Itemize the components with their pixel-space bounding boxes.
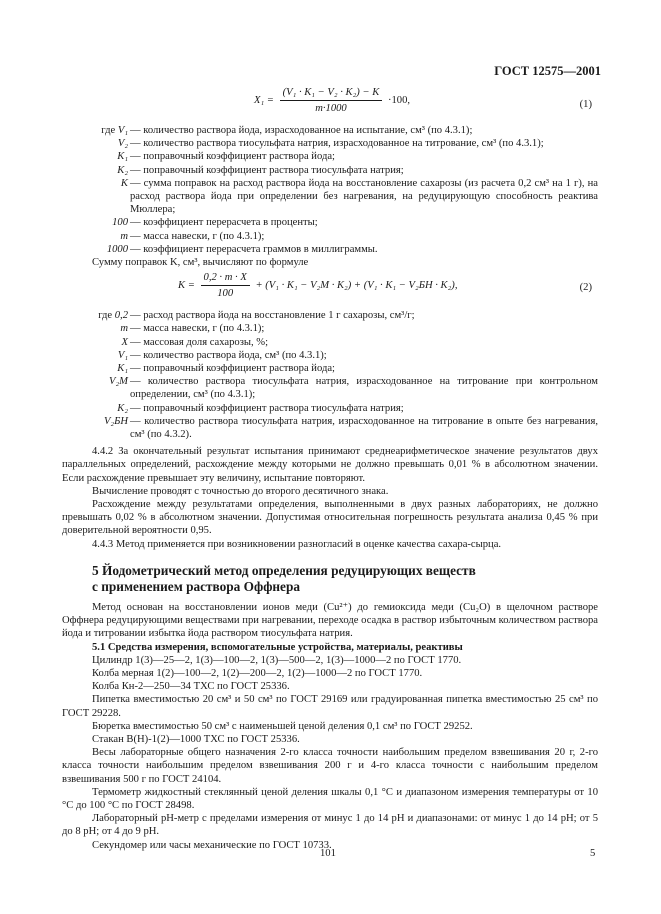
definition-text: — количество раствора йода, см³ (по 4.3.1); [130,349,327,361]
equipment-item: Весы лабораторные общего назначения 2-го класса точности наибольшим пределом взвешивания 20 г, 2-го класса точности наибольшим пределом взвешивания 200 г и 4-го класса точности с наибольшим пределом взвешивания 500 г по ГОСТ 24104. [62,747,598,785]
definition-symbol-text: K₁ [117,363,128,375]
definition-row [62,322,598,335]
page-number-center: 101 [320,848,336,859]
page-content [62,86,598,852]
definition-symbol-text: K₁ [117,151,128,163]
definition-symbol-text: V₂БН [103,415,128,427]
page-number-right: 5 [590,848,596,859]
definition-symbol [62,362,128,375]
definition-symbol [62,164,128,177]
equipment-item: Термометр жидкостный стеклянный ценой деления шкалы 0,1 °С и диапазоном измерения температуры от 10 °С до 100 °С по ГОСТ 28498. [62,786,598,811]
definition-symbol [62,336,128,349]
section-5-intro: Метод основан на восстановлении ионов меди (Cu²⁺) до гемиоксида меди (Cu₂O) в щелочном растворе Оффнера редуцирующими веществами при нагревании, переходе осадка в раствор избыточным количеством раствора йода и титровании избытка йода раствором тиосульфата натрия. [62,601,598,640]
definition-symbol [62,349,128,362]
section-5-title-line-2: с применением раствора Оффнера [92,578,301,594]
definition-symbol [62,137,128,150]
definition-row [62,137,598,150]
definition-symbol-text: K₂ [117,402,128,414]
definition-symbol-text: K [120,177,128,189]
definition-text: — масса навески, г (по 4.3.1); [130,230,265,242]
formula-1-numerator: (V₁ · K₁ − V₂ · K₂) − K [280,86,383,101]
definition-row [62,150,598,163]
section-5-title [92,563,598,595]
definition-symbol-text: m [120,323,128,335]
equipment-item: Пипетка вместимостью 20 см³ и 50 см³ по ГОСТ 29169 или градуированная пипетка вместимостью 25 см³ по ГОСТ 29228. [62,694,598,719]
definition-symbol [62,216,128,229]
definition-symbol [62,177,128,217]
formula-2-number: (2) [579,282,592,294]
paragraph: 4.4.3 Метод применяется при возникновении разногласий в оценке качества сахара-сырца. [92,538,502,550]
definition-symbol-text: m [120,230,128,242]
equipment-item: Стакан В(Н)-1(2)—1000 ТХС по ГОСТ 25336. [92,733,300,745]
definition-prefix: где [101,125,118,136]
formula-2-numerator: 0,2 · m · X [201,271,250,286]
definition-row [62,177,598,217]
formula-1 [62,86,598,124]
definition-row [62,349,598,362]
paragraph: Вычисление проводят с точностью до второго десятичного знака. [92,485,389,497]
equipment-list [62,654,598,852]
definition-row [62,362,598,375]
definition-symbol [62,375,128,401]
subsection-5-1-title: 5.1 Средства измерения, вспомогательные устройства, материалы, реактивы [92,641,463,653]
definition-symbol [62,415,128,441]
definition-row [62,124,598,137]
formula-2-tail: + (V₁ · K₁ − V₂М · K₂) + (V₁ · K₁ − V₂БН · K₂), [255,280,458,292]
formula-1-lhs: X₁ = [254,95,274,107]
definition-text: — поправочный коэффициент раствора йода; [130,151,336,163]
paragraph: Расхождение между результатами определения, выполненными в двух разных лабораториях, не должно превышать 0,02 % в абсолютном значении. Допустимая относительная погрешность результата анализа 0,45 % при доверительной вероятности 0,95. [62,499,598,537]
section-5-title-line-1: 5 Йодометрический метод определения редуцирующих веществ [92,562,476,578]
paragraphs-block [62,445,598,551]
definition-symbol [62,150,128,163]
equipment-item: Лабораторный рН-метр с пределами измерения от минус 1 до 14 рН и диапазонами: от минус 1 до 14 рН; от 5 до 8 рН; от 4 до 9 рН. [62,813,598,838]
definition-row [62,230,598,243]
definition-symbol [62,230,128,243]
formula-1-number: (1) [579,99,592,110]
definition-symbol [62,124,128,137]
definition-text: — массовая доля сахарозы, %; [130,336,269,348]
equipment-item: Бюретка вместимостью 50 см³ с наименьшей ценой деления 0,1 см³ по ГОСТ 29252. [92,720,473,732]
definition-symbol-text: K₂ [117,164,128,176]
equipment-item: Колба мерная 1(2)—100—2, 1(2)—200—2, 1(2)—1000—2 по ГОСТ 1770. [92,667,423,679]
definition-symbol [62,243,128,256]
formula-2-lhs: K = [178,280,195,292]
definition-text: — количество раствора тиосульфата натрия, израсходованное на титрование при контрольном определении, см³ (по 4.3.1); [130,376,598,401]
definition-row [62,336,598,349]
definition-row [62,375,598,401]
definition-text: — количество раствора тиосульфата натрия, израсходованное на титрование в опыте без нагревания, см³ (по 4.3.2). [130,415,598,441]
definitions-list-1 [62,124,598,256]
definition-text: — поправочный коэффициент раствора тиосульфата натрия; [130,164,404,176]
definition-text: — количество раствора тиосульфата натрия, израсходованное на титрование, см³ (по 4.3.1); [130,138,544,150]
formula-1-tail: ·100, [387,95,411,107]
standard-header: ГОСТ 12575—2001 [494,64,601,78]
definition-symbol-text: V₁ [117,349,128,361]
definitions-list-2 [62,309,598,441]
formula-1-fraction [280,86,383,115]
definition-text: — коэффициент перерасчета граммов в миллиграммы. [130,243,378,255]
equipment-item: Секундомер или часы механические по ГОСТ 10733. [92,839,332,851]
definition-row [62,415,598,441]
definition-row [62,243,598,256]
formula-2 [62,269,598,309]
equipment-item: Цилиндр 1(3)—25—2, 1(3)—100—2, 1(3)—500—2, 1(3)—1000—2 по ГОСТ 1770. [92,654,462,666]
definition-symbol-text: 100 [112,217,128,229]
definition-symbol-text: 1000 [106,243,128,255]
definition-text: — количество раствора йода, израсходованное на испытание, см³ (по 4.3.1); [130,125,473,136]
definition-row [62,164,598,177]
definition-symbol [62,309,128,322]
definition-row [62,309,598,322]
definition-symbol [62,322,128,335]
definition-text: — сумма поправок на расход раствора йода на восстановление сахарозы (из расчета 0,2 см³ на 1 г), на расход раствора йода при определении без нагревания, на редуцирующую способность реактива Мюллера; [130,177,598,216]
formula-1-denominator: m·1000 [315,103,347,115]
definition-symbol-text: X [121,336,128,348]
definition-text: — коэффициент перерасчета в проценты; [130,217,318,229]
definition-symbol-text: V₂ [117,138,128,150]
definition-text: — поправочный коэффициент раствора тиосульфата натрия; [130,402,404,414]
paragraph: 4.4.2 За окончательный результат испытания принимают среднеарифметическое значение результатов двух параллельных определений, расхождение между которыми не должно превышать 0,01 % в абсолютном значении. Если расхождение превышает эту величину, испытание повторяют. [62,446,598,484]
definition-symbol [62,402,128,415]
definition-symbol-text: V₁ [117,125,128,136]
formula-2-denominator: 100 [217,288,234,300]
definition-symbol-text: 0,2 [114,310,128,322]
definition-prefix: где [98,310,115,322]
definition-text: — масса навески, г (по 4.3.1); [130,323,265,335]
equipment-item: Колба Кн-2—250—34 ТХС по ГОСТ 25336. [92,681,290,693]
definition-text: — расход раствора йода на восстановление 1 г сахарозы, см³/г; [130,310,415,322]
definition-row [62,216,598,229]
definition-row [62,402,598,415]
definition-text: — поправочный коэффициент раствора йода; [130,363,336,375]
definition-symbol-text: V₂М [109,376,128,388]
formula-2-fraction [201,271,250,300]
sum-intro: Сумму поправок K, см³, вычисляют по формуле [92,257,309,269]
